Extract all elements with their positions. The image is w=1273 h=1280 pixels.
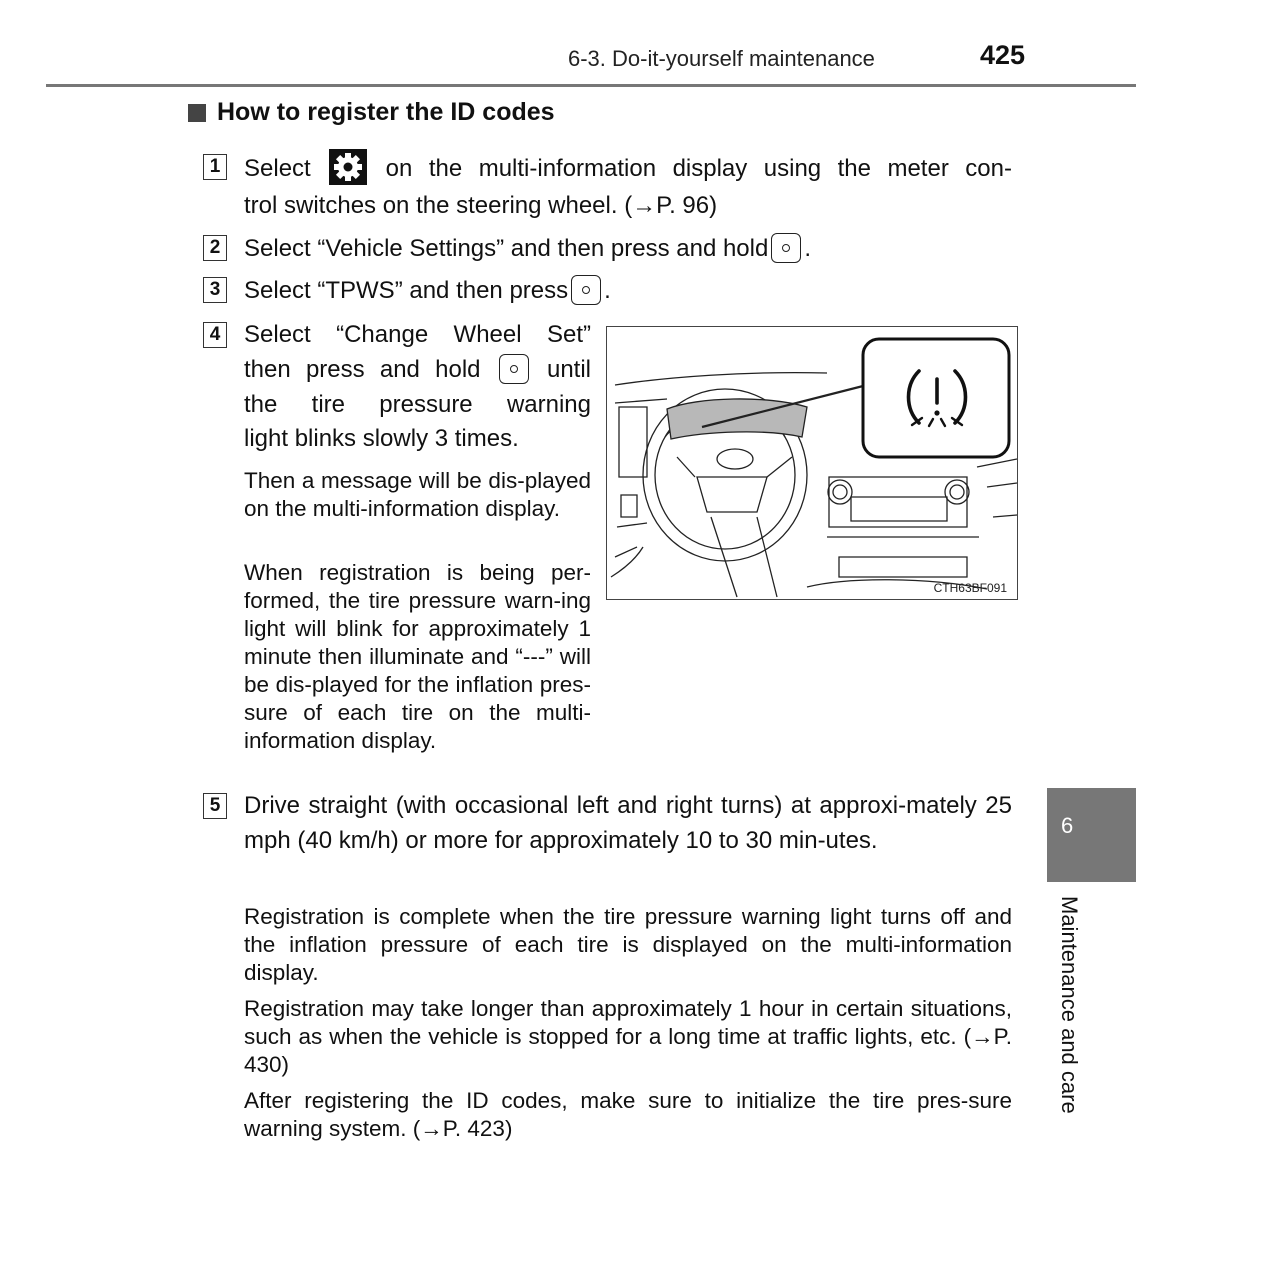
step-5-note-1: Registration is complete when the tire pressure warning light turns off and the inflation pressure of each tire is displayed on the multi-information display. bbox=[244, 904, 1012, 985]
ok-button-icon bbox=[499, 354, 529, 384]
square-bullet-icon bbox=[188, 104, 206, 122]
step-4-line1: Select “Change Wheel Set” bbox=[244, 321, 591, 348]
step-1-text: Select on the multi-information display using the meter con- bbox=[244, 149, 1012, 188]
step-number-5: 5 bbox=[203, 793, 227, 819]
step-5-note-3: After registering the ID codes, make sure to initialize the tire pres-sure warning system. (→P. 423) bbox=[244, 1088, 1012, 1141]
chapter-number: 6 bbox=[1061, 813, 1074, 838]
step-1-text-line2: trol switches on the steering wheel. (→P. 96) bbox=[244, 192, 718, 219]
step-5-note-2: Registration may take longer than approximately 1 hour in certain situations, such as when the vehicle is stopped for a long time at traffic lights, etc. (→P. 430) bbox=[244, 996, 1012, 1077]
step-number-2: 2 bbox=[203, 235, 227, 261]
page-number: 425 bbox=[980, 40, 1026, 70]
step-number-1: 1 bbox=[203, 154, 227, 180]
section-title-text: How to register the ID codes bbox=[217, 98, 555, 126]
step-4-note-1: Then a message will be dis-played on the multi-information display. bbox=[244, 468, 591, 521]
step-4-line3: the tire pressure warning bbox=[244, 391, 591, 418]
step-4-note-2: When registration is being per-formed, the tire pressure warn-ing light will blink for approximately 1 minute then illuminate and “---” will be dis-played for the inflation pres-sure of each tire on the multi-information display. bbox=[244, 560, 591, 753]
step-5-text: Drive straight (with occasional left and right turns) at approxi-mately 25 mph (40 km/h) or more for approximately 10 to 30 min-utes. bbox=[244, 792, 1012, 854]
chapter-tab bbox=[1047, 788, 1136, 882]
step-4-line2: then press and hold until bbox=[244, 356, 591, 383]
step-number-3: 3 bbox=[203, 277, 227, 303]
header-rule bbox=[46, 84, 1136, 87]
step-2-text: Select “Vehicle Settings” and then press and hold . bbox=[244, 235, 812, 262]
figure-code: CTH63BF091 bbox=[933, 581, 1007, 595]
dashboard-illustration bbox=[606, 326, 1018, 600]
settings-gear-icon bbox=[329, 149, 367, 185]
step-4-line4: light blinks slowly 3 times. bbox=[244, 425, 519, 452]
ok-button-icon bbox=[571, 275, 601, 305]
dashboard-drawing bbox=[607, 327, 1018, 600]
step-number-4: 4 bbox=[203, 322, 227, 348]
header-section: 6-3. Do-it-yourself maintenance bbox=[568, 46, 875, 71]
step-3-text: Select “TPWS” and then press . bbox=[244, 277, 611, 304]
ok-button-icon bbox=[771, 233, 801, 263]
chapter-title: Maintenance and care bbox=[1057, 896, 1082, 1114]
section-title bbox=[188, 98, 555, 127]
